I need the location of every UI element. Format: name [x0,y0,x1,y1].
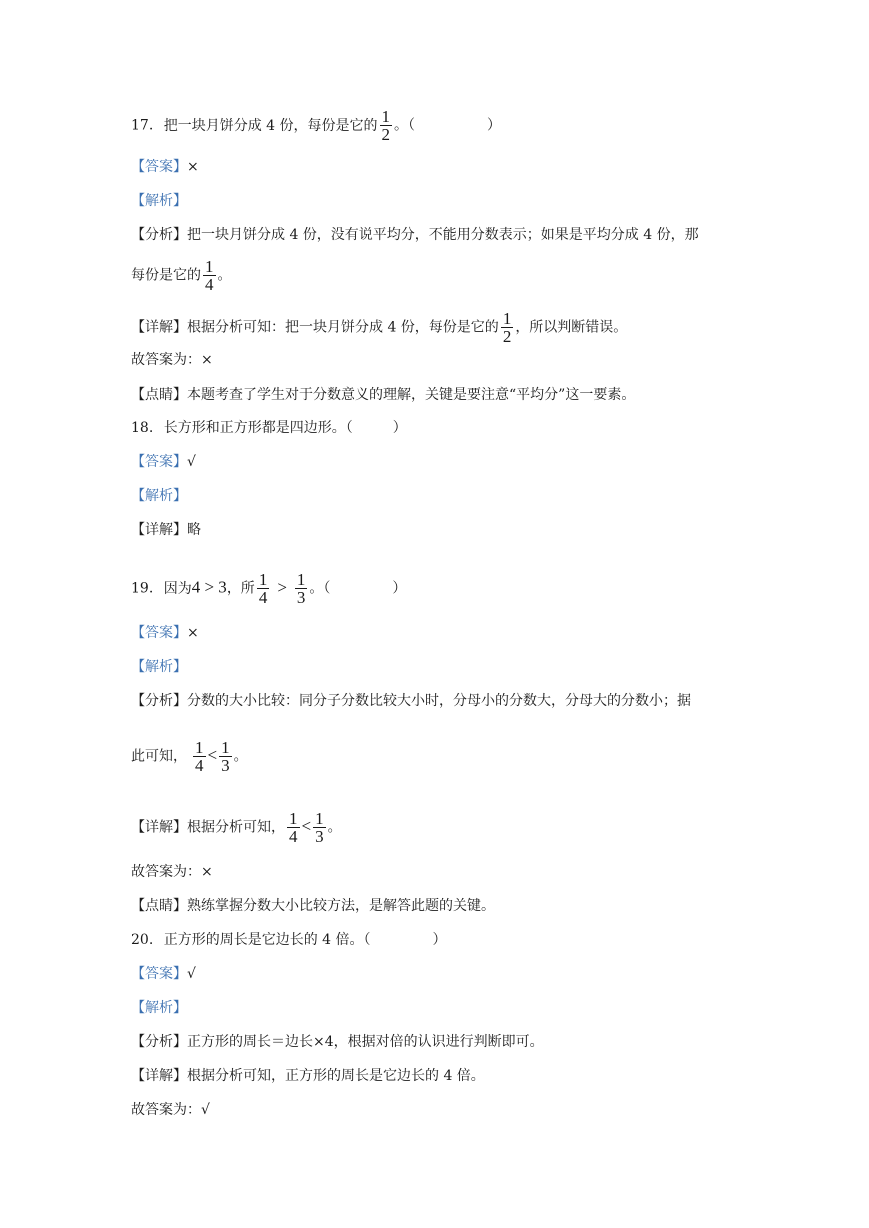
q18-answer-line [131,452,196,472]
q17-detail-frac-den: 2 [502,327,512,346]
q19-analysis-l2 [131,739,248,774]
q17-detail-fraction [501,310,514,345]
q20-answer-tag: 【答案】 [131,966,187,982]
q19-answer: × [187,625,199,641]
q19-final-label: 故答案为： [131,864,201,880]
q19-final-value: × [201,864,213,880]
q19-jiexi [131,657,187,677]
q19-number: 19. [131,580,154,597]
q17-point-text: 本题考查了学生对于分数意义的理解，关键是要注意“平均分”这一要素。 [187,387,636,403]
q17-detail-frac-num: 1 [502,309,512,328]
q18-stem-text: 长方形和正方形都是四边形。（ [163,420,353,436]
q18-number: 18. [131,420,154,436]
q19-detail-op: < [301,816,312,836]
q20-paren-close: ） [432,932,447,948]
q17-stem [131,108,501,143]
q20-stem [131,930,447,950]
q17-paren-close: ） [487,117,502,134]
q19-analysis-l1 [131,691,691,711]
q19-frac-left [257,571,270,606]
q20-detail [131,1066,485,1086]
q18-detail-tag: 【详解】 [131,522,187,538]
q18-answer: √ [187,454,196,470]
q19-analysis-text2: 此可知， [131,748,187,765]
q19-point-text: 熟练掌握分数大小比较方法，是解答此题的关键。 [187,898,495,914]
q20-stem-text: 正方形的周长是它边长的 4 倍。（ [163,932,371,948]
q19-analysis-end: 。 [233,748,248,765]
q19-analysis-frac-left-den: 4 [195,756,204,775]
q19-point-tag: 【点睛】 [131,898,187,914]
q17-final [131,350,213,370]
q17-jiexi [131,191,187,211]
q17-point-tag: 【点睛】 [131,387,187,403]
q19-analysis-frac-right [219,739,232,774]
q19-frac-right-num: 1 [296,570,306,589]
q17-analysis-l1 [131,225,699,245]
q17-number: 17. [131,117,154,134]
q19-analysis-frac-left [193,739,206,774]
q17-analysis-l2 [131,258,232,293]
q17-analysis-frac-num: 1 [205,257,214,276]
q17-detail [131,310,627,345]
q19-detail-tag: 【详解】 [131,819,187,836]
q17-frac-num: 1 [381,107,391,126]
q19-op: > [277,577,287,597]
q17-stem-text: 把一块月饼分成 4 份，每份是它的 [163,117,378,134]
q19-frac-right [295,571,308,606]
q19-paren-close: ） [392,580,407,597]
q19-stem-math: 4 > 3 [191,577,227,597]
q17-fraction [380,108,393,143]
q18-answer-tag: 【答案】 [131,454,187,470]
q20-final-label: 故答案为： [131,1102,201,1118]
q18-paren-close: ） [392,420,407,436]
q19-detail-frac-left-num: 1 [289,809,298,828]
q19-stem-a: 因为 [163,580,192,597]
q19-detail-end: 。 [327,819,342,836]
q19-stem-c: 。（ [309,580,331,597]
q20-jiexi [131,998,187,1018]
q17-analysis-fraction [203,258,216,293]
q17-frac-den: 2 [381,125,391,144]
q20-detail-text: 根据分析可知，正方形的周长是它边长的 4 倍。 [187,1068,485,1084]
q20-analysis-text: 正方形的周长＝边长×4，根据对倍的认识进行判断即可。 [187,1034,544,1050]
q19-detail-text: 根据分析可知， [187,819,285,836]
q19-frac-right-den: 3 [296,588,306,607]
q19-analysis-tag: 【分析】 [131,693,187,709]
q19-analysis-frac-right-den: 3 [221,756,230,775]
q17-detail-text: 根据分析可知：把一块月饼分成 4 份，每份是它的 [187,319,499,336]
q17-answer: × [187,159,199,175]
q20-answer-line [131,964,196,984]
q18-stem [131,418,407,438]
q17-analysis-frac-den: 4 [205,275,214,294]
q19-stem-b: ，所 [226,580,255,597]
q19-answer-tag: 【答案】 [131,625,187,641]
q17-jiexi-tag: 【解析】 [131,193,187,209]
q17-detail-tag: 【详解】 [131,319,187,336]
q17-answer-tag: 【答案】 [131,159,187,175]
q17-analysis-end: 。 [217,267,232,284]
q19-frac-left-num: 1 [258,570,268,589]
q20-answer: √ [187,966,196,982]
q19-detail [131,810,342,845]
q19-detail-frac-left-den: 4 [289,827,298,846]
q17-stem-after: 。（ [394,117,416,134]
q17-final-value: × [201,352,213,368]
q19-frac-left-den: 4 [258,588,268,607]
q20-number: 20. [131,932,154,948]
q19-answer-line [131,623,199,643]
q17-detail-after: ，所以判断错误。 [515,319,628,336]
q20-jiexi-tag: 【解析】 [131,1000,187,1016]
q19-point [131,896,495,916]
q20-final-value: √ [201,1102,210,1118]
q20-detail-tag: 【详解】 [131,1068,187,1084]
q19-detail-frac-right-den: 3 [315,827,324,846]
q19-detail-frac-right [313,810,326,845]
q19-stem [131,571,406,606]
q17-final-label: 故答案为： [131,352,201,368]
q17-analysis-tag: 【分析】 [131,227,187,243]
q19-analysis-text1: 分数的大小比较：同分子分数比较大小时，分母小的分数大，分母大的分数小；据 [187,693,691,709]
q20-final [131,1100,210,1120]
q18-detail-text: 略 [187,522,201,538]
q19-jiexi-tag: 【解析】 [131,659,187,675]
q17-analysis-text1: 把一块月饼分成 4 份，没有说平均分，不能用分数表示；如果是平均分成 4 份，那 [187,227,699,243]
q18-detail [131,520,201,540]
q19-analysis-op: < [207,745,218,765]
q20-analysis [131,1032,544,1052]
q19-analysis-frac-left-num: 1 [195,738,204,757]
q19-detail-frac-left [287,810,300,845]
q17-analysis-text2: 每份是它的 [131,267,201,284]
q19-analysis-frac-right-num: 1 [221,738,230,757]
q18-jiexi [131,486,187,506]
q17-answer-line [131,157,199,177]
q18-jiexi-tag: 【解析】 [131,488,187,504]
q17-point [131,385,635,405]
q19-detail-frac-right-num: 1 [315,809,324,828]
q20-analysis-tag: 【分析】 [131,1034,187,1050]
q19-final [131,862,213,882]
